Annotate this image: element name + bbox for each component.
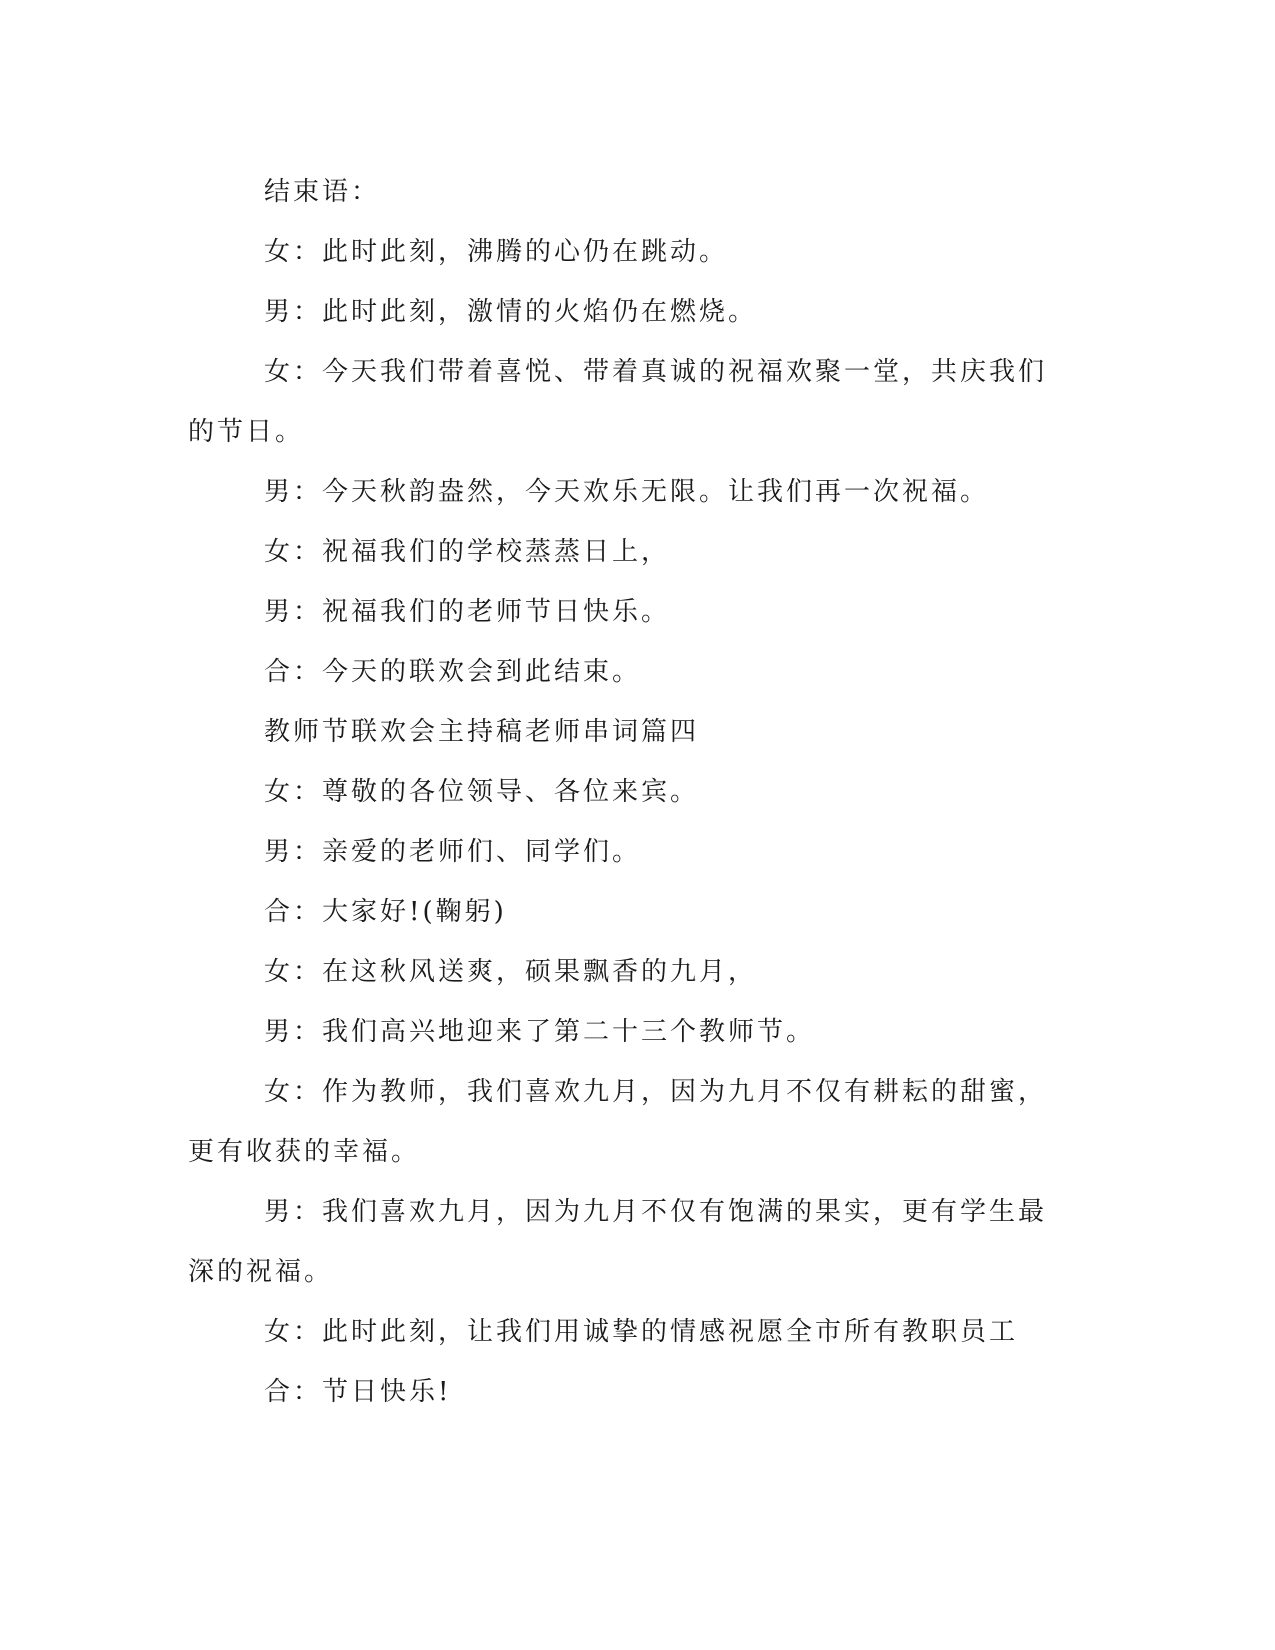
dialogue-line: 男：我们喜欢九月，因为九月不仅有饱满的果实，更有学生最深的祝福。 [188,1197,1048,1287]
document-body [188,162,1068,1422]
dialogue-line: 女：在这秋风送爽，硕果飘香的九月， [264,957,758,987]
dialogue-line: 女：此时此刻，让我们用诚挚的情感祝愿全市所有教职员工 [264,1317,1019,1347]
dialogue-line: 合：大家好!(鞠躬) [264,897,507,927]
dialogue-line: 女：今天我们带着喜悦、带着真诚的祝福欢聚一堂，共庆我们的节日。 [188,357,1048,447]
dialogue-line: 男：今天秋韵盎然，今天欢乐无限。让我们再一次祝福。 [264,477,990,507]
closing-heading: 结束语： [264,177,381,207]
dialogue-line: 男：祝福我们的老师节日快乐。 [264,597,671,627]
dialogue-line: 合：今天的联欢会到此结束。 [264,657,642,687]
section-title: 教师节联欢会主持稿老师串词篇四 [264,717,700,747]
dialogue-line: 女：尊敬的各位领导、各位来宾。 [264,777,700,807]
dialogue-line: 女：作为教师，我们喜欢九月，因为九月不仅有耕耘的甜蜜，更有收获的幸福。 [188,1077,1048,1167]
dialogue-line: 男：亲爱的老师们、同学们。 [264,837,642,867]
dialogue-line: 男：我们高兴地迎来了第二十三个教师节。 [264,1017,816,1047]
dialogue-line: 男：此时此刻，激情的火焰仍在燃烧。 [264,297,758,327]
dialogue-line: 合：节日快乐! [264,1377,452,1407]
dialogue-line: 女：祝福我们的学校蒸蒸日上， [264,537,671,567]
dialogue-line: 女：此时此刻，沸腾的心仍在跳动。 [264,237,729,267]
